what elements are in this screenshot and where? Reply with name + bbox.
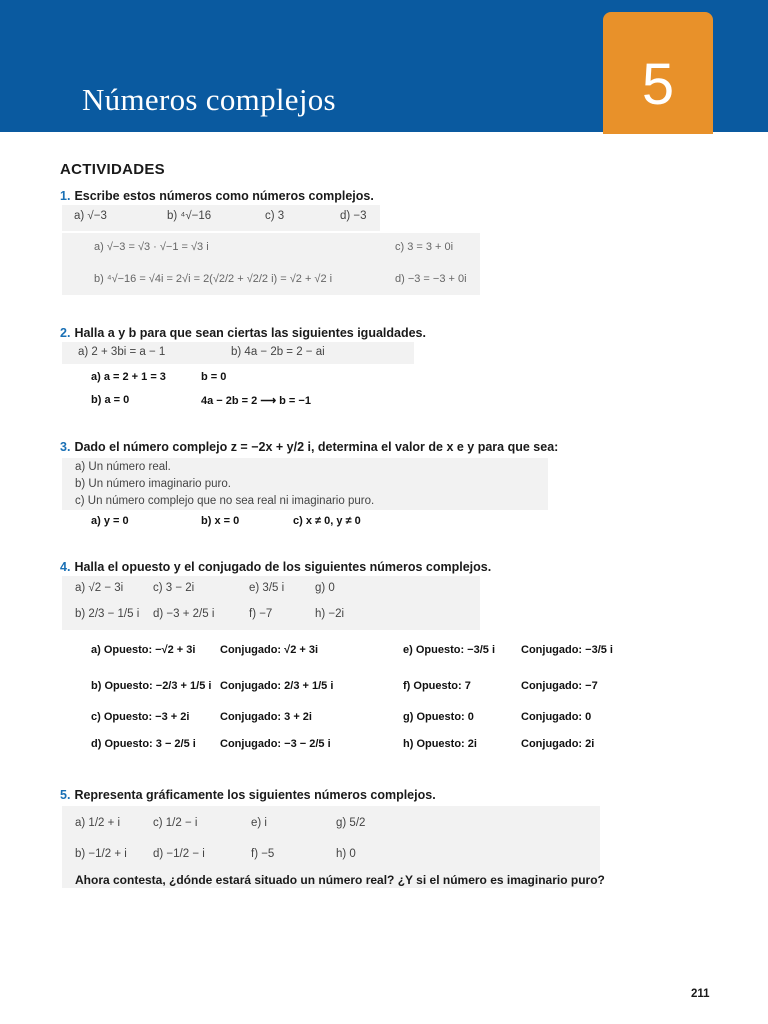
exercise-4-answer-a-conjugado: Conjugado: √2 + 3i xyxy=(220,644,319,656)
exercise-1-answer-b: b) ⁴√−16 = √4i = 2√i = 2(√2/2 + √2/2 i) = √2 + √2 i xyxy=(94,273,333,285)
exercise-4-answer-b-opuesto: b) Opuesto: −2/3 + 1/5 i xyxy=(91,680,212,692)
exercise-4-answer-g-conjugado: Conjugado: 0 xyxy=(521,711,592,723)
exercise-2-item-b: b) 4a − 2b = 2 − ai xyxy=(231,346,325,358)
exercise-4-answer-d-conjugado: Conjugado: −3 − 2/5 i xyxy=(220,738,331,750)
exercise-3-statement xyxy=(60,440,558,454)
page-number: 211 xyxy=(691,988,710,1000)
exercise-3-answer-c: c) x ≠ 0, y ≠ 0 xyxy=(293,515,361,527)
exercise-2-number: 2. xyxy=(60,326,71,340)
exercise-2-answer-b2: 4a − 2b = 2 ⟶ b = −1 xyxy=(201,395,311,407)
exercise-1-text: Escribe estos números como números complejos. xyxy=(74,189,374,203)
exercise-4-answer-d-opuesto: d) Opuesto: 3 − 2/5 i xyxy=(91,738,196,750)
exercise-4-answer-a-opuesto: a) Opuesto: −√2 + 3i xyxy=(91,644,196,656)
exercise-2-text: Halla a y b para que sean ciertas las siguientes igualdades. xyxy=(74,326,426,340)
exercise-4-item-d: d) −3 + 2/5 i xyxy=(153,608,215,620)
exercise-1-items-box xyxy=(62,205,380,231)
exercise-4-answer-e-conjugado: Conjugado: −3/5 i xyxy=(521,644,613,656)
exercise-4-answer-g-opuesto: g) Opuesto: 0 xyxy=(403,711,474,723)
chapter-number: 5 xyxy=(641,52,675,117)
exercise-3-item-b: b) Un número imaginario puro. xyxy=(75,478,231,490)
exercise-3-answer-b: b) x = 0 xyxy=(201,515,240,527)
exercise-1-statement xyxy=(60,189,374,203)
exercise-5-number: 5. xyxy=(60,788,71,802)
exercise-5-item-e: e) i xyxy=(251,817,267,829)
exercise-4-answer-f-conjugado: Conjugado: −7 xyxy=(521,680,598,692)
exercise-4-answer-h-conjugado: Conjugado: 2i xyxy=(521,738,595,750)
exercise-4-answer-h-opuesto: h) Opuesto: 2i xyxy=(403,738,477,750)
exercise-1-item-c: c) 3 xyxy=(265,210,285,222)
page-title: Números complejos xyxy=(82,82,336,117)
exercise-5-item-b: b) −1/2 + i xyxy=(75,848,127,860)
exercise-5-item-c: c) 1/2 − i xyxy=(153,817,198,829)
exercise-5-item-f: f) −5 xyxy=(251,848,275,860)
exercise-3-item-a: a) Un número real. xyxy=(75,461,171,473)
exercise-1-item-a: a) √−3 xyxy=(74,210,107,222)
exercise-4-item-a: a) √2 − 3i xyxy=(75,582,124,594)
exercise-4-item-e: e) 3/5 i xyxy=(249,582,285,594)
exercise-4-item-g: g) 0 xyxy=(315,582,335,594)
exercise-5-item-g: g) 5/2 xyxy=(336,817,366,829)
exercise-2-answer-b: b) a = 0 xyxy=(91,394,130,406)
exercise-4-text: Halla el opuesto y el conjugado de los siguientes números complejos. xyxy=(74,560,492,574)
exercise-4-answer-e-opuesto: e) Opuesto: −3/5 i xyxy=(403,644,495,656)
exercise-1-answer-c: c) 3 = 3 + 0i xyxy=(395,241,454,253)
exercise-3-item-c: c) Un número complejo que no sea real ni imaginario puro. xyxy=(75,495,375,507)
exercise-5-item-a: a) 1/2 + i xyxy=(75,817,121,829)
exercise-5-item-d: d) −1/2 − i xyxy=(153,848,205,860)
exercise-4-answer-b-conjugado: Conjugado: 2/3 + 1/5 i xyxy=(220,680,334,692)
exercise-4-answer-c-conjugado: Conjugado: 3 + 2i xyxy=(220,711,312,723)
exercise-4-item-c: c) 3 − 2i xyxy=(153,582,195,594)
exercise-2-item-a: a) 2 + 3bi = a − 1 xyxy=(78,346,166,358)
exercise-4-answer-c-opuesto: c) Opuesto: −3 + 2i xyxy=(91,711,190,723)
exercise-2-answer-a2: b = 0 xyxy=(201,371,227,383)
exercise-1-number: 1. xyxy=(60,189,71,203)
exercise-3-text: Dado el número complejo z = −2x + y/2 i, determina el valor de x e y para que sea: xyxy=(74,440,559,454)
exercise-5-statement xyxy=(60,788,436,802)
exercise-2-answer-a: a) a = 2 + 1 = 3 xyxy=(91,371,166,383)
exercise-3-number: 3. xyxy=(60,440,71,454)
exercise-1-answer-d: d) −3 = −3 + 0i xyxy=(395,273,467,285)
exercise-4-item-h: h) −2i xyxy=(315,608,345,620)
exercise-2-statement xyxy=(60,326,426,340)
exercise-4-item-b: b) 2/3 − 1/5 i xyxy=(75,608,140,620)
exercise-5-text: Representa gráficamente los siguientes números complejos. xyxy=(74,788,436,802)
exercise-4-answer-f-opuesto: f) Opuesto: 7 xyxy=(403,680,471,692)
exercise-5-question: Ahora contesta, ¿dónde estará situado un número real? ¿Y si el número es imaginario puro? xyxy=(75,873,605,887)
exercise-5-item-h: h) 0 xyxy=(336,848,356,860)
exercise-1-answer-a: a) √−3 = √3 · √−1 = √3 i xyxy=(94,241,209,253)
exercise-1-item-d: d) −3 xyxy=(340,210,367,222)
section-title: ACTIVIDADES xyxy=(60,161,165,178)
chapter-tab xyxy=(603,12,713,134)
exercise-4-statement xyxy=(60,560,491,574)
exercise-4-number: 4. xyxy=(60,560,71,574)
exercise-4-item-f: f) −7 xyxy=(249,608,273,620)
exercise-3-answer-a: a) y = 0 xyxy=(91,515,129,527)
exercise-1-item-b: b) ⁴√−16 xyxy=(167,210,212,222)
